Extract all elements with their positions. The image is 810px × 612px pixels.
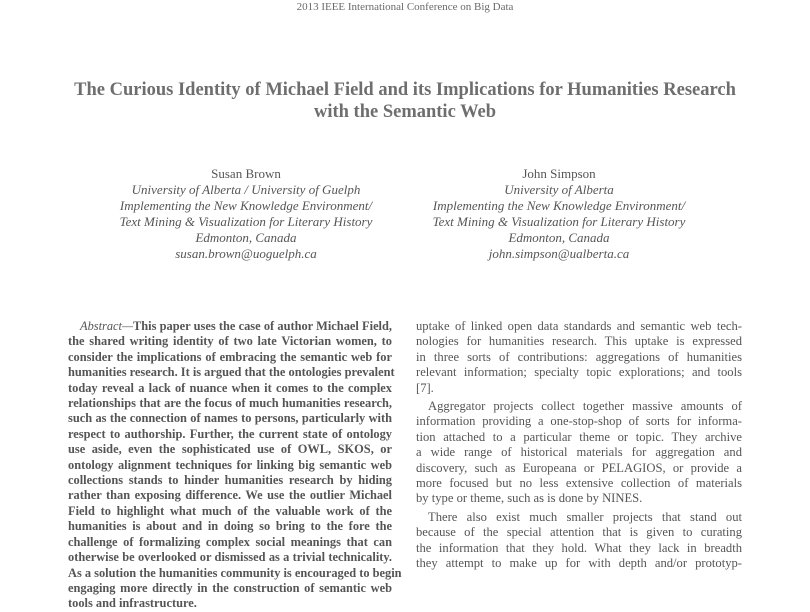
body-line: discovery, such as Europeana or PELAGIOS, or provide a <box>416 460 742 475</box>
abstract-line: use aside, even the sophisticated use of OWL, SKOS, or <box>68 442 392 457</box>
abstract-column <box>68 319 402 612</box>
paper-title <box>30 79 780 123</box>
author-block-2 <box>379 166 739 262</box>
author-block-1 <box>66 166 426 262</box>
body-line: Aggregator projects collect together massive amounts of <box>428 399 742 414</box>
title-line-1: The Curious Identity of Michael Field and its Implications for Humanities Research <box>74 80 736 100</box>
author-affiliation: University of Alberta <box>504 182 614 197</box>
abstract-label: Abstract— <box>80 319 134 333</box>
body-line: by type or theme, such as is done by NINES. <box>416 491 643 506</box>
abstract-line: otherwise be overlooked or dismissed as a trivial technicality. <box>68 550 392 565</box>
abstract-line: ontology alignment techniques for linking big semantic web <box>68 457 392 472</box>
author-location: Edmonton, Canada <box>508 230 610 245</box>
author-email: john.simpson@ualberta.ca <box>488 246 630 261</box>
body-column <box>416 319 742 572</box>
body-line: tion attached to a particular theme or topic. They archive <box>416 429 742 444</box>
body-line: because of the special attention that is given to curating <box>416 525 742 540</box>
abstract-line: tools and infrastructure. <box>68 596 197 611</box>
abstract-line: such as the connection of names to persons, particularly with <box>68 411 392 426</box>
body-line: uptake of linked open data standards and semantic web tech- <box>416 319 742 333</box>
body-line: information providing a one-stop-shop of sorts for informa- <box>416 414 742 429</box>
paragraph-1 <box>416 319 742 396</box>
abstract-line: rather than exposing difference. We use the outlier Michael <box>68 488 392 503</box>
author-name: Susan Brown <box>211 166 281 181</box>
author-affiliation: University of Alberta / University of Guelph <box>131 182 361 197</box>
abstract-line: relationships that are the focus of much humanities research, <box>68 396 392 411</box>
title-line-2: with the Semantic Web <box>313 102 497 122</box>
abstract-line: collections stands to hinder humanities research by hiding <box>68 473 392 488</box>
abstract-line: Field to highlight what much of the valuable work of the <box>68 503 392 518</box>
body-line: relevant information; specialty topic explorations; and tools <box>416 365 742 380</box>
abstract-line: engaging more directly in the construction of semantic web <box>68 580 392 595</box>
conference-header: 2013 IEEE International Conference on Big Data <box>296 1 514 13</box>
body-line: they attempt to make up for with depth and/or prototyp- <box>416 556 742 571</box>
author-affiliation: Text Mining & Visualization for Literary History <box>119 214 373 229</box>
abstract-line: Abstract—This paper uses the case of author Michael Field, <box>80 319 392 333</box>
body-line: There also exist much smaller projects that stand out <box>428 509 742 524</box>
abstract-line: the shared writing identity of two late Victorian women, to <box>68 334 392 349</box>
author-name: John Simpson <box>522 166 596 181</box>
body-line: [7]. <box>416 380 434 395</box>
author-affiliation: Implementing the New Knowledge Environment/ <box>432 198 686 213</box>
body-line: in three sorts of contributions: aggregations of humanities <box>416 349 742 364</box>
abstract-line: challenge of formalizing complex social meanings that can <box>68 534 392 549</box>
body-line: nologies for humanities research. This uptake is expressed <box>416 334 742 349</box>
author-location: Edmonton, Canada <box>195 230 297 245</box>
abstract-line: consider the implications of embracing the semantic web for <box>68 349 392 364</box>
paragraph-3 <box>416 510 742 572</box>
author-affiliation: Implementing the New Knowledge Environment/ <box>119 198 373 213</box>
abstract-line: As a solution the humanities community is encouraged to begin <box>68 565 402 580</box>
abstract-line: humanities is about and in doing so bring to the fore the <box>68 519 392 534</box>
abstract-line: respect to authorship. Further, the current state of ontology <box>68 426 392 441</box>
author-affiliation: Text Mining & Visualization for Literary History <box>432 214 686 229</box>
paragraph-2 <box>416 399 742 507</box>
abstract-line: today reveal a lack of nuance when it comes to the complex <box>68 380 392 395</box>
body-line: more focused but no less extensive collection of materials <box>416 476 742 491</box>
author-email: susan.brown@uoguelph.ca <box>175 246 317 261</box>
body-line: a wide range of historical materials for aggregation and <box>416 445 742 460</box>
body-line: the information that they hold. What they lack in breadth <box>416 540 742 555</box>
abstract-line: humanities research. It is argued that the ontologies prevalent <box>68 365 395 380</box>
